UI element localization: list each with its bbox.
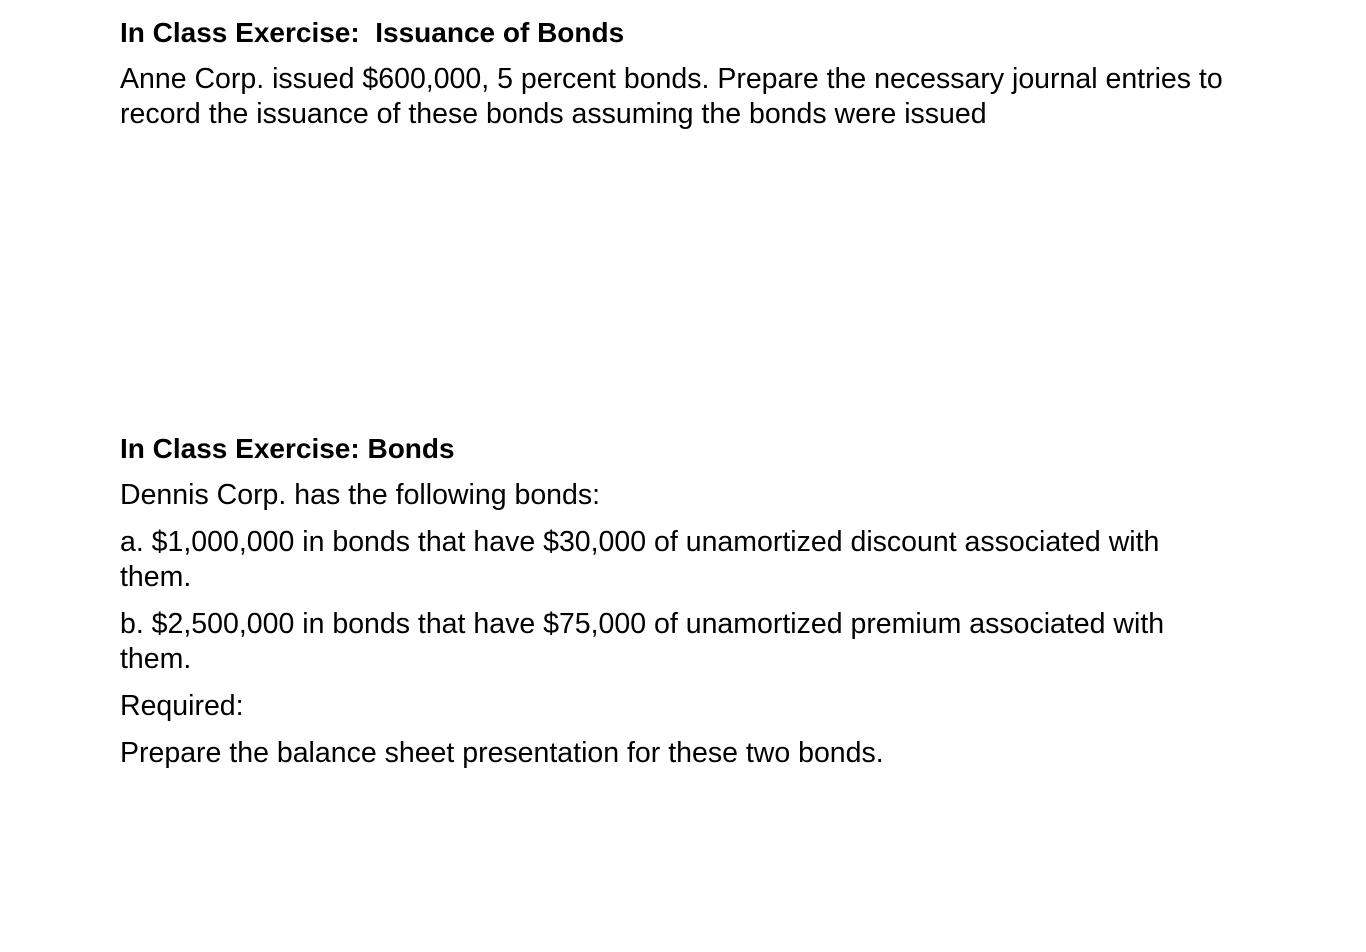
exercise-bonds xyxy=(120,431,1300,783)
bond-item-b-line-1: b. $2,500,000 in bonds that have $75,000 of unamortized premium associated with xyxy=(120,608,1165,640)
required-label: Required: xyxy=(120,690,244,722)
required-instruction: Prepare the balance sheet presentation for these two bonds. xyxy=(120,737,884,769)
exercise-2-heading: In Class Exercise: Bonds xyxy=(120,433,455,464)
bond-item-b xyxy=(120,607,1300,677)
bond-item-a-line-2: them. xyxy=(120,561,192,593)
exercise-2-intro: Dennis Corp. has the following bonds: xyxy=(120,479,601,511)
exercise-1-prompt-line-1: Anne Corp. issued $600,000, 5 percent bonds. Prepare the necessary journal entries to xyxy=(120,63,1223,95)
exercise-1-prompt xyxy=(120,62,1300,132)
exercise-1-prompt-line-2: record the issuance of these bonds assuming the bonds were issued xyxy=(120,98,987,130)
bond-item-b-line-2: them. xyxy=(120,643,192,675)
exercise-1-heading: In Class Exercise: Issuance of Bonds xyxy=(120,17,625,48)
bond-item-a xyxy=(120,525,1300,595)
bond-item-a-line-1: a. $1,000,000 in bonds that have $30,000 of unamortized discount associated with xyxy=(120,526,1160,558)
exercise-issuance-of-bonds xyxy=(120,15,1300,144)
